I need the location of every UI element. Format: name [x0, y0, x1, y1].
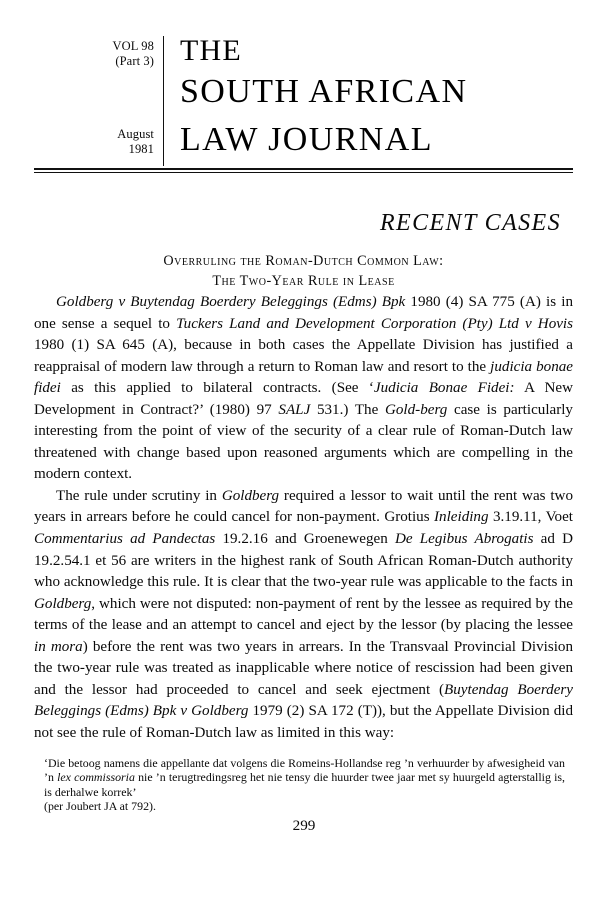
- page-number: 299: [292, 817, 316, 834]
- p1-seg2: 1980 (4) SA 775 (A) is in one sense a sequel to: [34, 294, 573, 332]
- quote-seg3: nie ’n terugtredingsreg het nie tensy die huurder twee jaar met sy huurgeld agterstallig is, is derhalwe korrek’: [44, 770, 565, 799]
- quote-attribution: (per Joubert JA at 792).: [44, 798, 156, 813]
- case-heading-line-2: The Two-Year Rule in Lease: [212, 272, 395, 289]
- p2-seg13: ) before the rent was two years in arrears. In the Transvaal Provincial Division the two-year rule was treated as inapplicable where notice of rescission had been given and the lessor had proceeded to cancel and seek ejectment (: [34, 638, 573, 698]
- journal-title-line-2: SOUTH AFRICAN: [180, 73, 468, 110]
- p1-seg12: case is particularly interesting from the point of view of the security of a clear rule of Roman-Dutch law threatened with change based upon reasoned arguments which are compelling in the modern context.: [34, 401, 573, 483]
- quote-seg1: ‘Die betoog namens die appellante dat volgens die Romeins-Hollandse reg ’n verhuurder by afwesigheid van ’n: [44, 756, 565, 785]
- volume-block: [113, 39, 154, 68]
- p1-seg4: 1980 (1) SA 645 (A), because in both cases the Appellate Division has justified a reappraisal of modern law through a return to Roman law and resort to the: [34, 337, 573, 375]
- quote-text: [44, 756, 565, 799]
- work-de-legibus-abrogatis: De Legibus Abrogatis: [394, 531, 534, 548]
- issue-month: August: [117, 127, 154, 141]
- masthead-divider: [34, 168, 573, 173]
- issue-year: 1981: [128, 141, 154, 156]
- journal-abbrev-salj: SALJ: [278, 401, 311, 418]
- case-ref-goldberg-b: Goldberg: [34, 595, 92, 612]
- part-number: (Part 3): [115, 53, 154, 68]
- latin-in-mora: in mora: [34, 638, 83, 655]
- p2-seg9: ad D 19.2.54.1 et 56 are writers in the highest rank of South African Roman-Dutch authority who acknowledge this rule. It is clear that the two-year rule was applicable to the facts in: [34, 531, 574, 591]
- body-paragraph-2: [34, 486, 573, 745]
- p2-seg7: 19.2.16 and Groenewegen: [215, 531, 395, 548]
- work-commentarius: Commentarius ad Pandectas: [34, 531, 216, 548]
- work-inleiding: Inleiding: [434, 509, 489, 526]
- divider-rule-lower: [34, 172, 573, 173]
- body-paragraph-1: [34, 292, 573, 486]
- p2-seg11: , which were not disputed: non-payment of rent by the lessee as required by the terms of the lease and an attempt to cancel and eject by the lessor (by placing the lessee: [34, 595, 573, 634]
- p1-seg10: 531.) The: [310, 401, 385, 418]
- journal-title-line-1: THE: [180, 34, 242, 67]
- masthead-issue-column: [88, 36, 164, 166]
- latin-lex-commissoria: lex commissoria: [57, 770, 135, 785]
- date-block: [117, 127, 154, 156]
- case-heading-line-1: Overruling the Roman-Dutch Common Law:: [163, 253, 444, 269]
- case-ref-goldberg-a: Goldberg: [221, 487, 280, 504]
- case-heading: [34, 252, 573, 291]
- masthead: [88, 36, 576, 166]
- case-citation-tuckers: Tuckers Land and Development Corporation (Pty) Ltd v Hovis: [176, 315, 574, 332]
- p1-seg8: A New Development in Contract?’ (1980) 97: [34, 380, 574, 418]
- article-title-judicia: Judicia Bonae Fidei:: [373, 380, 515, 397]
- p2-seg1: The rule under scrutiny in: [56, 487, 222, 504]
- p1-seg6: as this applied to bilateral contracts. (See ‘: [60, 380, 374, 397]
- case-citation-buytendag: Buytendag Boerdery Beleggings (Edms) Bpk v Goldberg: [34, 681, 573, 720]
- p2-seg15: 1979 (2) SA 172 (T)), but the Appellate Division did not see the rule of Roman-Dutch law as limited in this way:: [34, 703, 574, 741]
- article-body: [34, 292, 573, 744]
- case-citation-goldberg: Goldberg v Buytendag Boerdery Beleggings (Edms) Bpk: [56, 294, 406, 310]
- divider-rule-upper: [34, 168, 573, 170]
- case-short-name-goldberg: Gold-berg: [384, 401, 448, 418]
- p2-seg5: 3.19.11, Voet: [488, 509, 573, 526]
- p2-seg3: required a lessor to wait until the rent was two years in arrears before he could cancel for non-payment. Grotius: [34, 487, 573, 526]
- masthead-title-column: [164, 36, 576, 166]
- journal-title-line-3: LAW JOURNAL: [180, 121, 433, 158]
- section-title: RECENT CASES: [379, 210, 561, 236]
- block-quote: [44, 756, 565, 813]
- latin-judicia-bonae-fidei: judicia bonae fidei: [34, 358, 573, 397]
- volume-number: VOL 98: [112, 39, 154, 53]
